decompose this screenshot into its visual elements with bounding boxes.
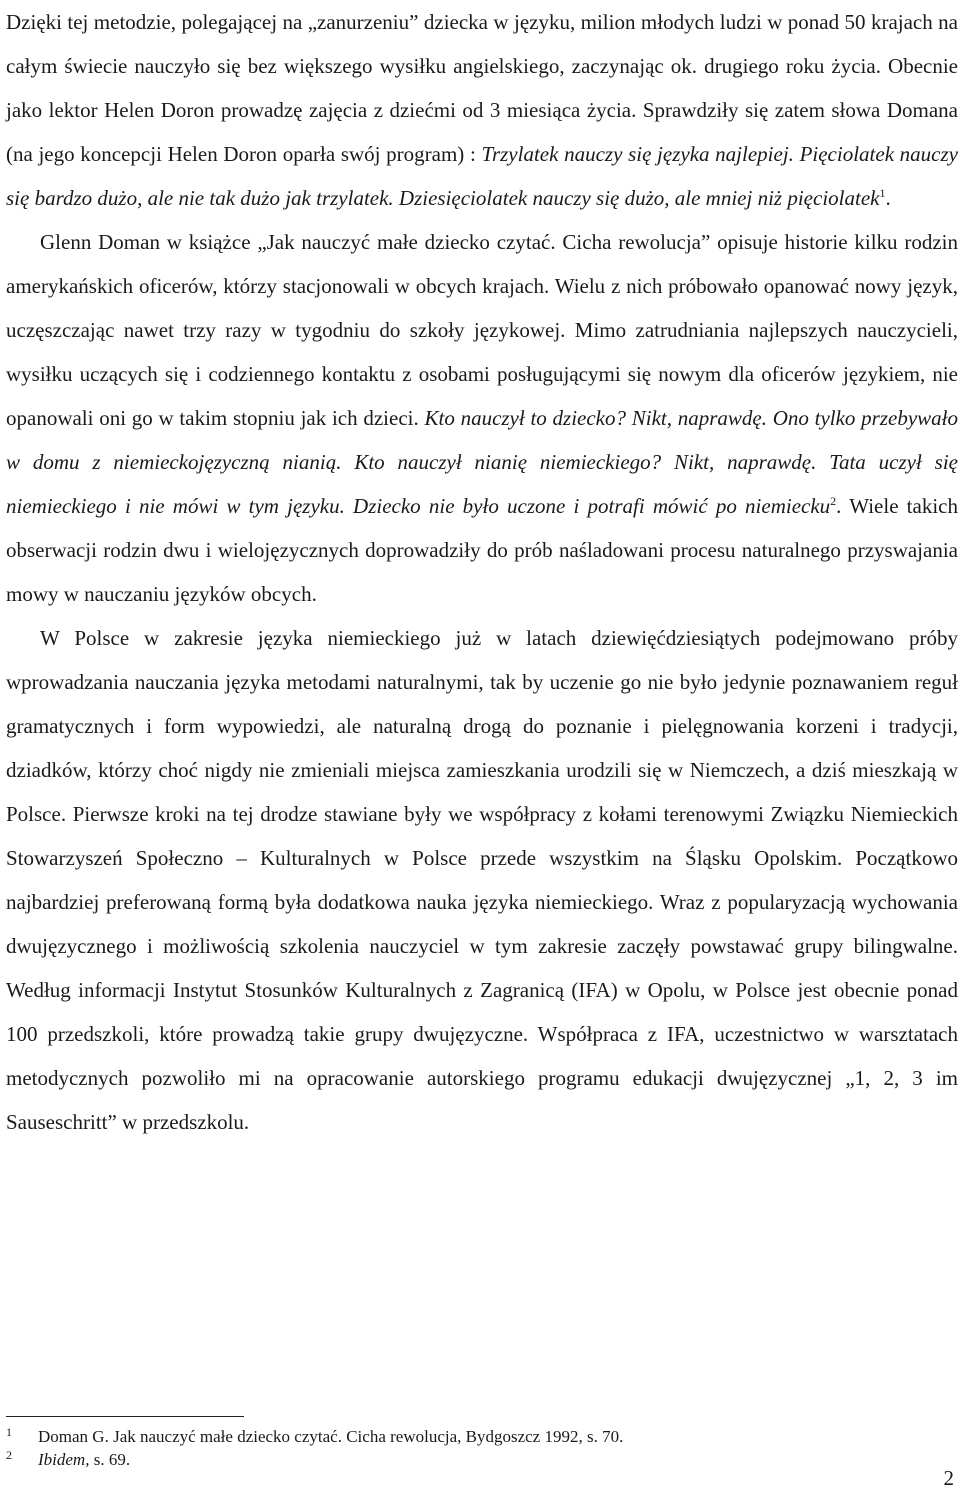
paragraph-3 [6, 616, 958, 1144]
paragraph-2-text: Glenn Doman w książce „Jak nauczyć małe dziecko czytać. Cicha rewolucja” opisuje historie kilku rodzin amerykańskich oficerów, którzy stacjonowali w obcych krajach. Wielu z nich próbowało opanować nowy język, uczęszczając nawet trzy razy w tygodniu do szkoły językowej. Mimo zatrudniania najlepszych nauczycieli, wysiłku uczących się i codziennego kontaktu z osobami posługującymi się nowym dla oficerów językiem, nie opanowali oni go w takim stopniu jak ich dzieci. [6, 230, 958, 430]
doman-quote: Trzylatek nauczy się języka najlepiej. Pięciolatek nauczy się bardzo dużo, ale nie tak dużo jak trzylatek. Dziesięciolatek nauczy się dużo, ale mniej niż pięciolatek [6, 142, 958, 210]
footnote-text: Doman G. Jak nauczyć małe dziecko czytać. Cicha rewolucja, Bydgoszcz 1992, s. 70. [38, 1427, 624, 1446]
footnote-number: 2 [6, 1448, 12, 1462]
footnote-1 [6, 1425, 956, 1448]
footnote-page: s. 69. [89, 1450, 131, 1469]
footnote-text [38, 1448, 130, 1471]
paragraph-2 [6, 220, 958, 616]
footnotes [6, 1425, 956, 1471]
paragraph-1-text: Dzięki tej metodzie, polegającej na „zanurzeniu” dziecka w języku, milion młodych ludzi w ponad 50 krajach na całym świecie nauczyło się bez większego wysiłku angielskiego, zaczynając ok. drugiego roku życia. Obecnie jako lektor Helen Doron prowadzę zajęcia z dziećmi od 3 miesiąca życia. Sprawdziły się zatem słowa Domana (na jego koncepcji Helen Doron oparła swój program) : [6, 10, 958, 166]
footnote-ref-1[interactable]: 1 [879, 186, 886, 200]
footnote-separator [6, 1416, 244, 1417]
paragraph-1 [6, 0, 958, 220]
paragraph-3-text: W Polsce w zakresie języka niemieckiego już w latach dziewięćdziesiątych podejmowano próby wprowadzania nauczania języka metodami naturalnymi, tak by uczenie go nie było jedynie poznawaniem reguł gramatycznych i form wypowiedzi, ale naturalną drogą do poznanie i pielęgnowania korzeni i tradycji, dziadków, którzy choć nigdy nie zmieniali miejsca zamieszkania urodzili się w Niemczech, a dziś mieszkają w Polsce. Pierwsze kroki na tej drodze stawiane były we współpracy z kołami terenowymi Związku Niemieckich Stowarzyszeń Społeczno – Kulturalnych w Polsce przede wszystkim na Śląsku Opolskim. Początkowo najbardziej preferowaną formą była dodatkowa nauka języka niemieckiego. Wraz z popularyzacją wychowania dwujęzycznego i możliwością szkolenia nauczyciel w tym zakresie zaczęły powstawać grupy bilingwalne. Według informacji Instytut Stosunków Kulturalnych z Zagranicą (IFA) w Opolu, w Polsce jest obecnie ponad 100 przedszkoli, które prowadzą takie grupy dwujęzyczne. Współpraca z IFA, uczestnictwo w warsztatach metodycznych pozwoliło mi na opracowanie autorskiego programu edukacji dwujęzycznej „1, 2, 3 im Sauseschritt” w przedszkolu. [6, 626, 958, 1134]
footnote-ibidem: Ibidem, [38, 1450, 90, 1469]
footnote-2 [6, 1448, 956, 1471]
body-text [6, 0, 958, 1144]
footnote-number: 1 [6, 1425, 12, 1439]
page-number: 2 [943, 1466, 954, 1490]
paragraph-2-end: . Wiele takich obserwacji rodzin dwu i wielojęzycznych doprowadziły do prób naśladowani procesu naturalnego przyswajania mowy w nauczaniu języków obcych. [6, 494, 958, 606]
german-nanny-quote: Kto nauczył to dziecko? Nikt, naprawdę. Ono tylko przebywało w domu z niemieckojęzyczną nianią. Kto nauczył nianię niemieckiego? Nikt, naprawdę. Tata uczył się niemieckiego i nie mówi w tym języku. Dziecko nie było uczone i potrafi mówić po niemiecku [6, 406, 958, 518]
paragraph-1-end: . [885, 186, 891, 210]
footnote-ref-2[interactable]: 2 [830, 494, 837, 508]
